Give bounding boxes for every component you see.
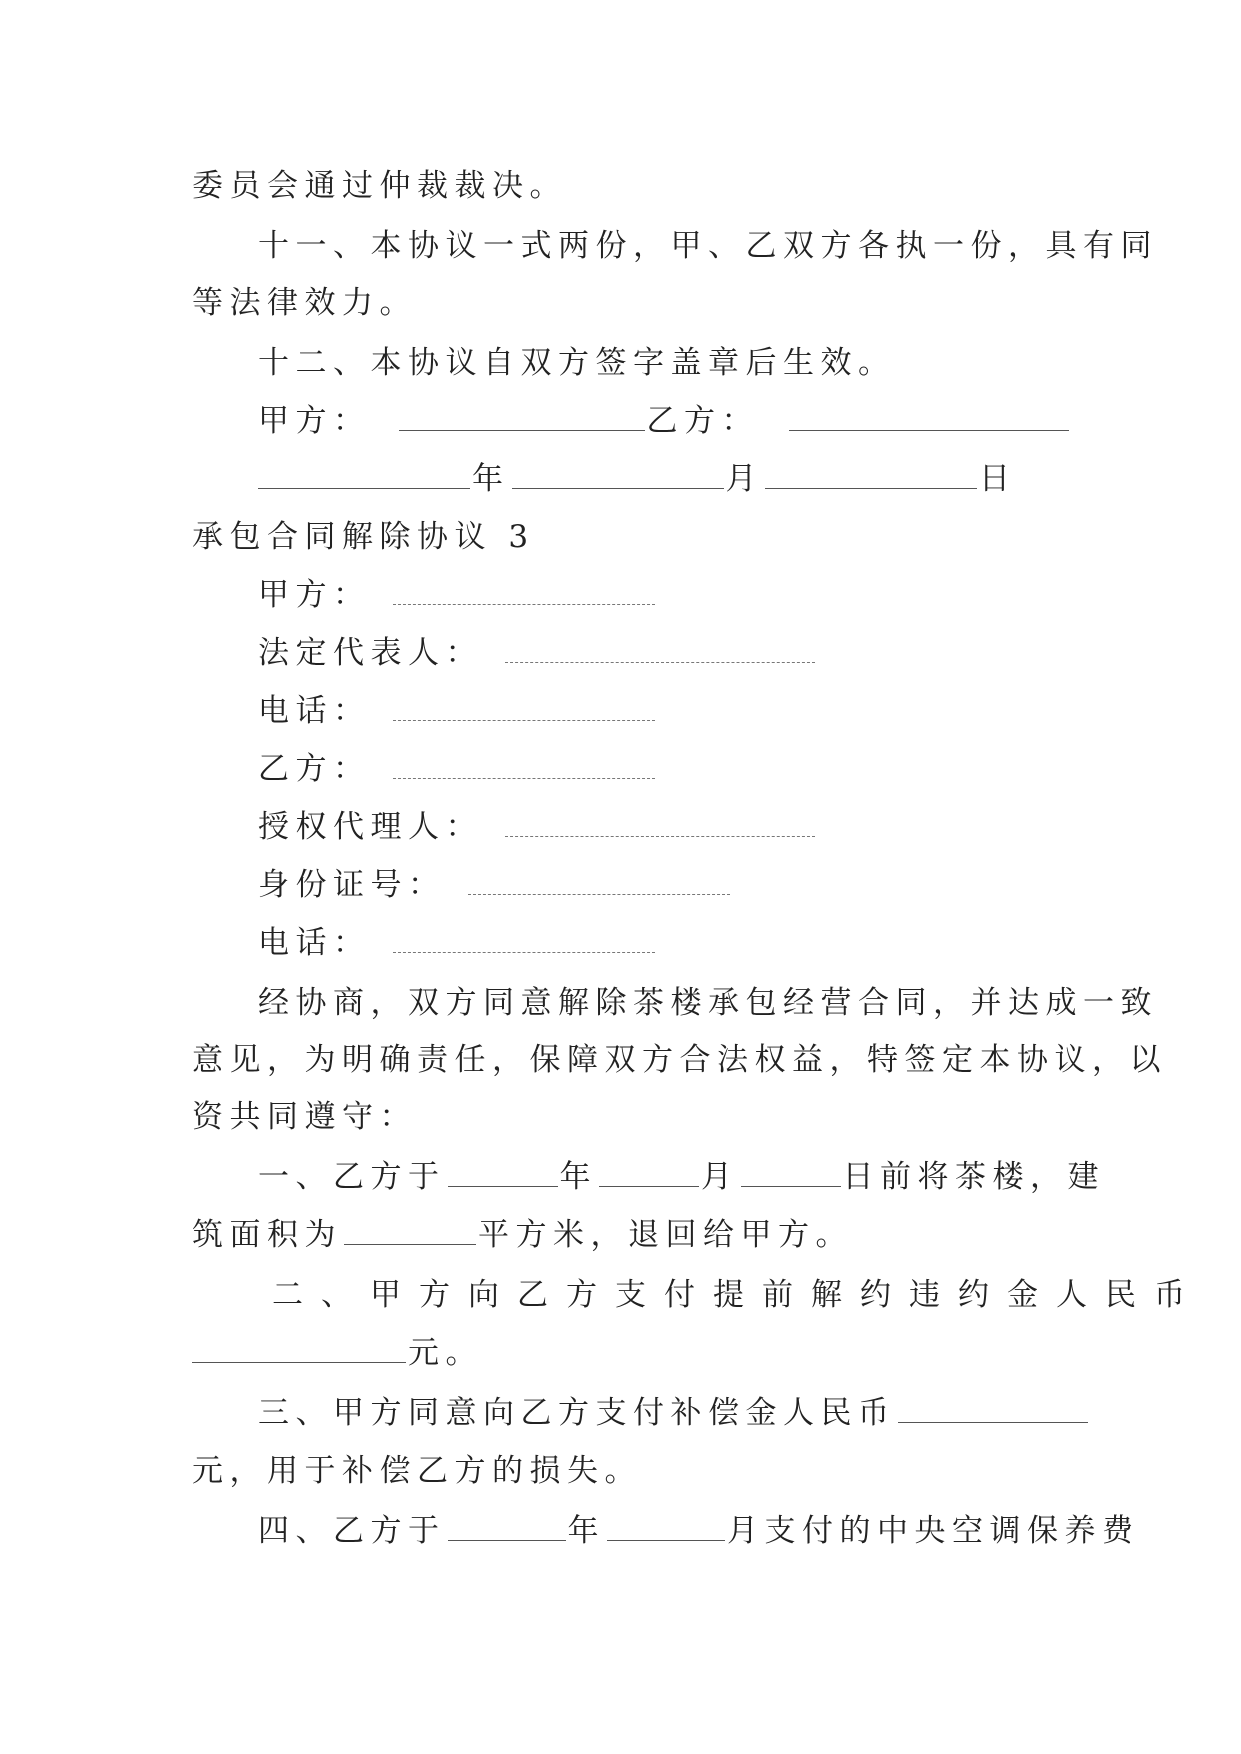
intro-line-3 — [192, 1097, 417, 1137]
clause-1-line-2 — [192, 1215, 853, 1255]
signature-date-line — [258, 459, 1017, 499]
text: 经协商，双方同意解除茶楼承包经营合同，并达成一致 — [258, 985, 1158, 1021]
text: 月 — [701, 1159, 739, 1195]
field-phone-b — [258, 923, 655, 963]
section-title — [192, 517, 535, 557]
field-label: 授权代理人： — [258, 809, 483, 845]
clause-3-line-2 — [192, 1451, 642, 1491]
text: 月支付的中央空调保养费 — [727, 1513, 1140, 1549]
clause-2-line-2 — [192, 1333, 483, 1373]
text: 平方米，退回给甲方。 — [478, 1217, 853, 1253]
text: 日前将茶楼，建 — [842, 1159, 1105, 1195]
field-label: 甲方： — [258, 577, 371, 613]
year-label: 年 — [472, 461, 510, 497]
text: 等法律效力。 — [192, 285, 417, 321]
text: 年 — [559, 1159, 597, 1195]
party-a-blank — [399, 404, 645, 431]
party-b-blank — [789, 404, 1069, 431]
area-blank — [344, 1218, 476, 1245]
month-label: 月 — [725, 461, 763, 497]
field-blank — [393, 926, 655, 953]
day-blank — [765, 462, 977, 489]
day-blank — [741, 1160, 841, 1187]
field-blank — [505, 636, 815, 663]
month-blank — [599, 1160, 699, 1187]
field-legal-rep — [258, 633, 815, 673]
text: 元，用于补偿乙方的损失。 — [192, 1453, 642, 1489]
text: 资共同遵守： — [192, 1099, 417, 1135]
year-blank — [258, 462, 470, 489]
intro-line-1 — [258, 983, 1158, 1023]
field-phone-a — [258, 691, 655, 731]
text: 委员会通过仲裁裁决。 — [192, 168, 567, 204]
compensation-blank — [898, 1396, 1088, 1423]
field-blank — [393, 694, 655, 721]
field-label: 电话： — [258, 925, 371, 961]
paragraph-continuation — [192, 166, 567, 206]
day-label: 日 — [979, 461, 1017, 497]
field-blank — [393, 578, 655, 605]
text: 三、甲方同意向乙方支付补偿金人民币 — [258, 1395, 896, 1431]
clause-11-line-1 — [258, 226, 1158, 266]
field-blank — [468, 868, 730, 895]
text: 筑面积为 — [192, 1217, 342, 1253]
signature-line — [258, 401, 1071, 441]
field-label: 身份证号： — [258, 867, 446, 903]
year-blank — [448, 1160, 558, 1187]
year-blank — [448, 1514, 566, 1541]
text: 承包合同解除协议 3 — [192, 519, 535, 555]
month-blank — [607, 1514, 725, 1541]
clause-11-line-2 — [192, 283, 417, 323]
text: 十一、本协议一式两份，甲、乙双方各执一份，具有同 — [258, 228, 1158, 264]
text: 元。 — [408, 1335, 483, 1371]
text: 一、乙方于 — [258, 1159, 446, 1195]
field-label: 法定代表人： — [258, 635, 483, 671]
text: 意见，为明确责任，保障双方合法权益，特签定本协议，以 — [192, 1042, 1167, 1078]
field-blank — [505, 810, 815, 837]
clause-1-line-1 — [258, 1157, 1105, 1197]
party-b-label: 乙方： — [646, 403, 759, 439]
penalty-blank — [192, 1336, 406, 1363]
text: 四、乙方于 — [258, 1513, 446, 1549]
party-a-label: 甲方： — [258, 403, 371, 439]
field-label: 乙方： — [258, 751, 371, 787]
field-id-number — [258, 865, 730, 905]
text: 年 — [567, 1513, 605, 1549]
clause-2-line-1 — [272, 1275, 1203, 1315]
field-blank — [393, 752, 655, 779]
field-agent — [258, 807, 815, 847]
field-label: 电话： — [258, 693, 371, 729]
field-party-b — [258, 749, 655, 789]
month-blank — [512, 462, 724, 489]
text: 二、甲方向乙方支付提前解约违约金人民币 — [272, 1277, 1203, 1313]
clause-4-line-1 — [258, 1511, 1140, 1551]
clause-3-line-1 — [258, 1393, 1090, 1433]
clause-12 — [258, 343, 896, 383]
field-party-a — [258, 575, 655, 615]
text: 十二、本协议自双方签字盖章后生效。 — [258, 345, 896, 381]
intro-line-2 — [192, 1040, 1167, 1080]
